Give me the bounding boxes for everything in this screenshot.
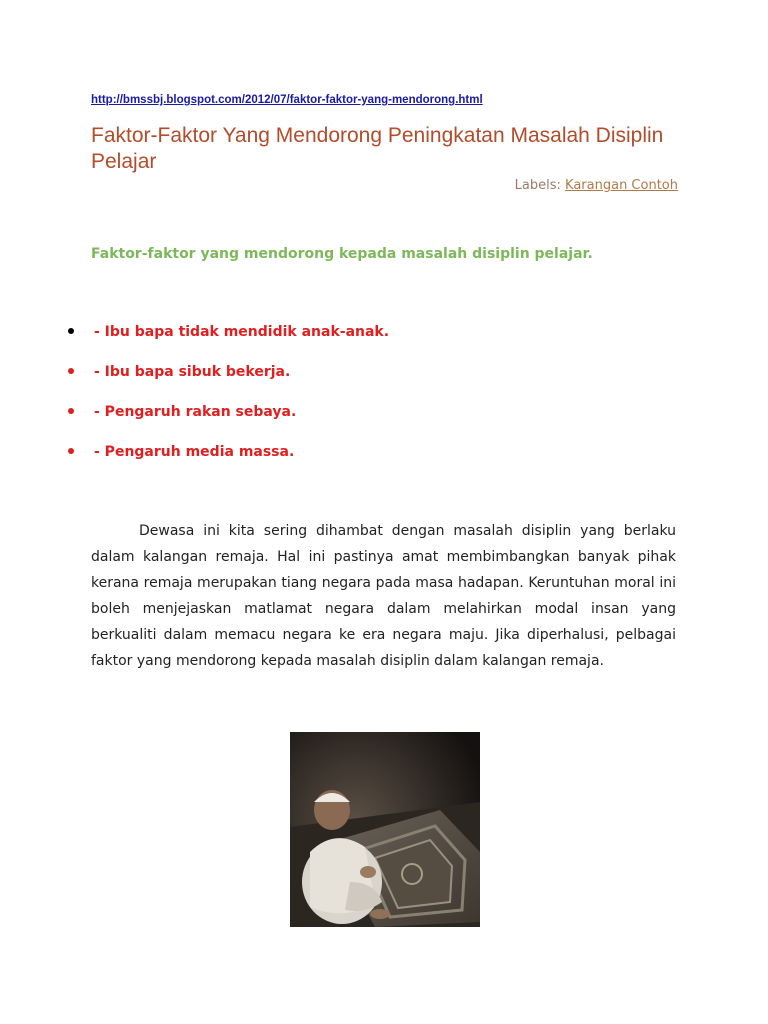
list-item-text: - Ibu bapa tidak mendidik anak-anak. bbox=[94, 324, 390, 340]
list-item-text: - Pengaruh media massa. bbox=[94, 444, 295, 460]
labels-prefix: Labels: bbox=[514, 178, 566, 193]
list-item-text: - Pengaruh rakan sebaya. bbox=[94, 404, 297, 420]
page-title: Faktor-Faktor Yang Mendorong Peningkatan Masalah Disiplin Pelajar bbox=[91, 124, 664, 173]
source-url-link[interactable]: http://bmssbj.blogspot.com/2012/07/faktor-faktor-yang-mendorong.html bbox=[91, 94, 483, 106]
bullet-dot-icon bbox=[68, 448, 74, 454]
bullet-dot-icon bbox=[68, 368, 74, 374]
bullet-dot-icon bbox=[68, 408, 74, 414]
boy-praying-photo bbox=[290, 732, 480, 927]
labels-row bbox=[515, 178, 678, 193]
body-paragraph: Dewasa ini kita sering dihambat dengan masalah disiplin yang berlaku dalam kalangan remaja. Hal ini pastinya amat membimbangkan banyak pihak kerana remaja merupakan tiang negara pada masa hadapan. Keruntuhan moral ini boleh menjejaskan matlamat negara dalam melahirkan modal insan yang berkualiti dalam memacu negara ke era negara maju. Jika diperhalusi, pelbagai faktor yang mendorong kepada masalah disiplin dalam kalangan remaja. bbox=[91, 523, 676, 669]
bullet-dot-icon bbox=[68, 328, 74, 334]
list-item-text: - Ibu bapa sibuk bekerja. bbox=[94, 364, 291, 380]
section-subheading: Faktor-faktor yang mendorong kepada masalah disiplin pelajar. bbox=[91, 246, 593, 262]
label-link-karangan-contoh[interactable]: Karangan Contoh bbox=[565, 178, 678, 193]
photo-illustration bbox=[290, 732, 480, 927]
